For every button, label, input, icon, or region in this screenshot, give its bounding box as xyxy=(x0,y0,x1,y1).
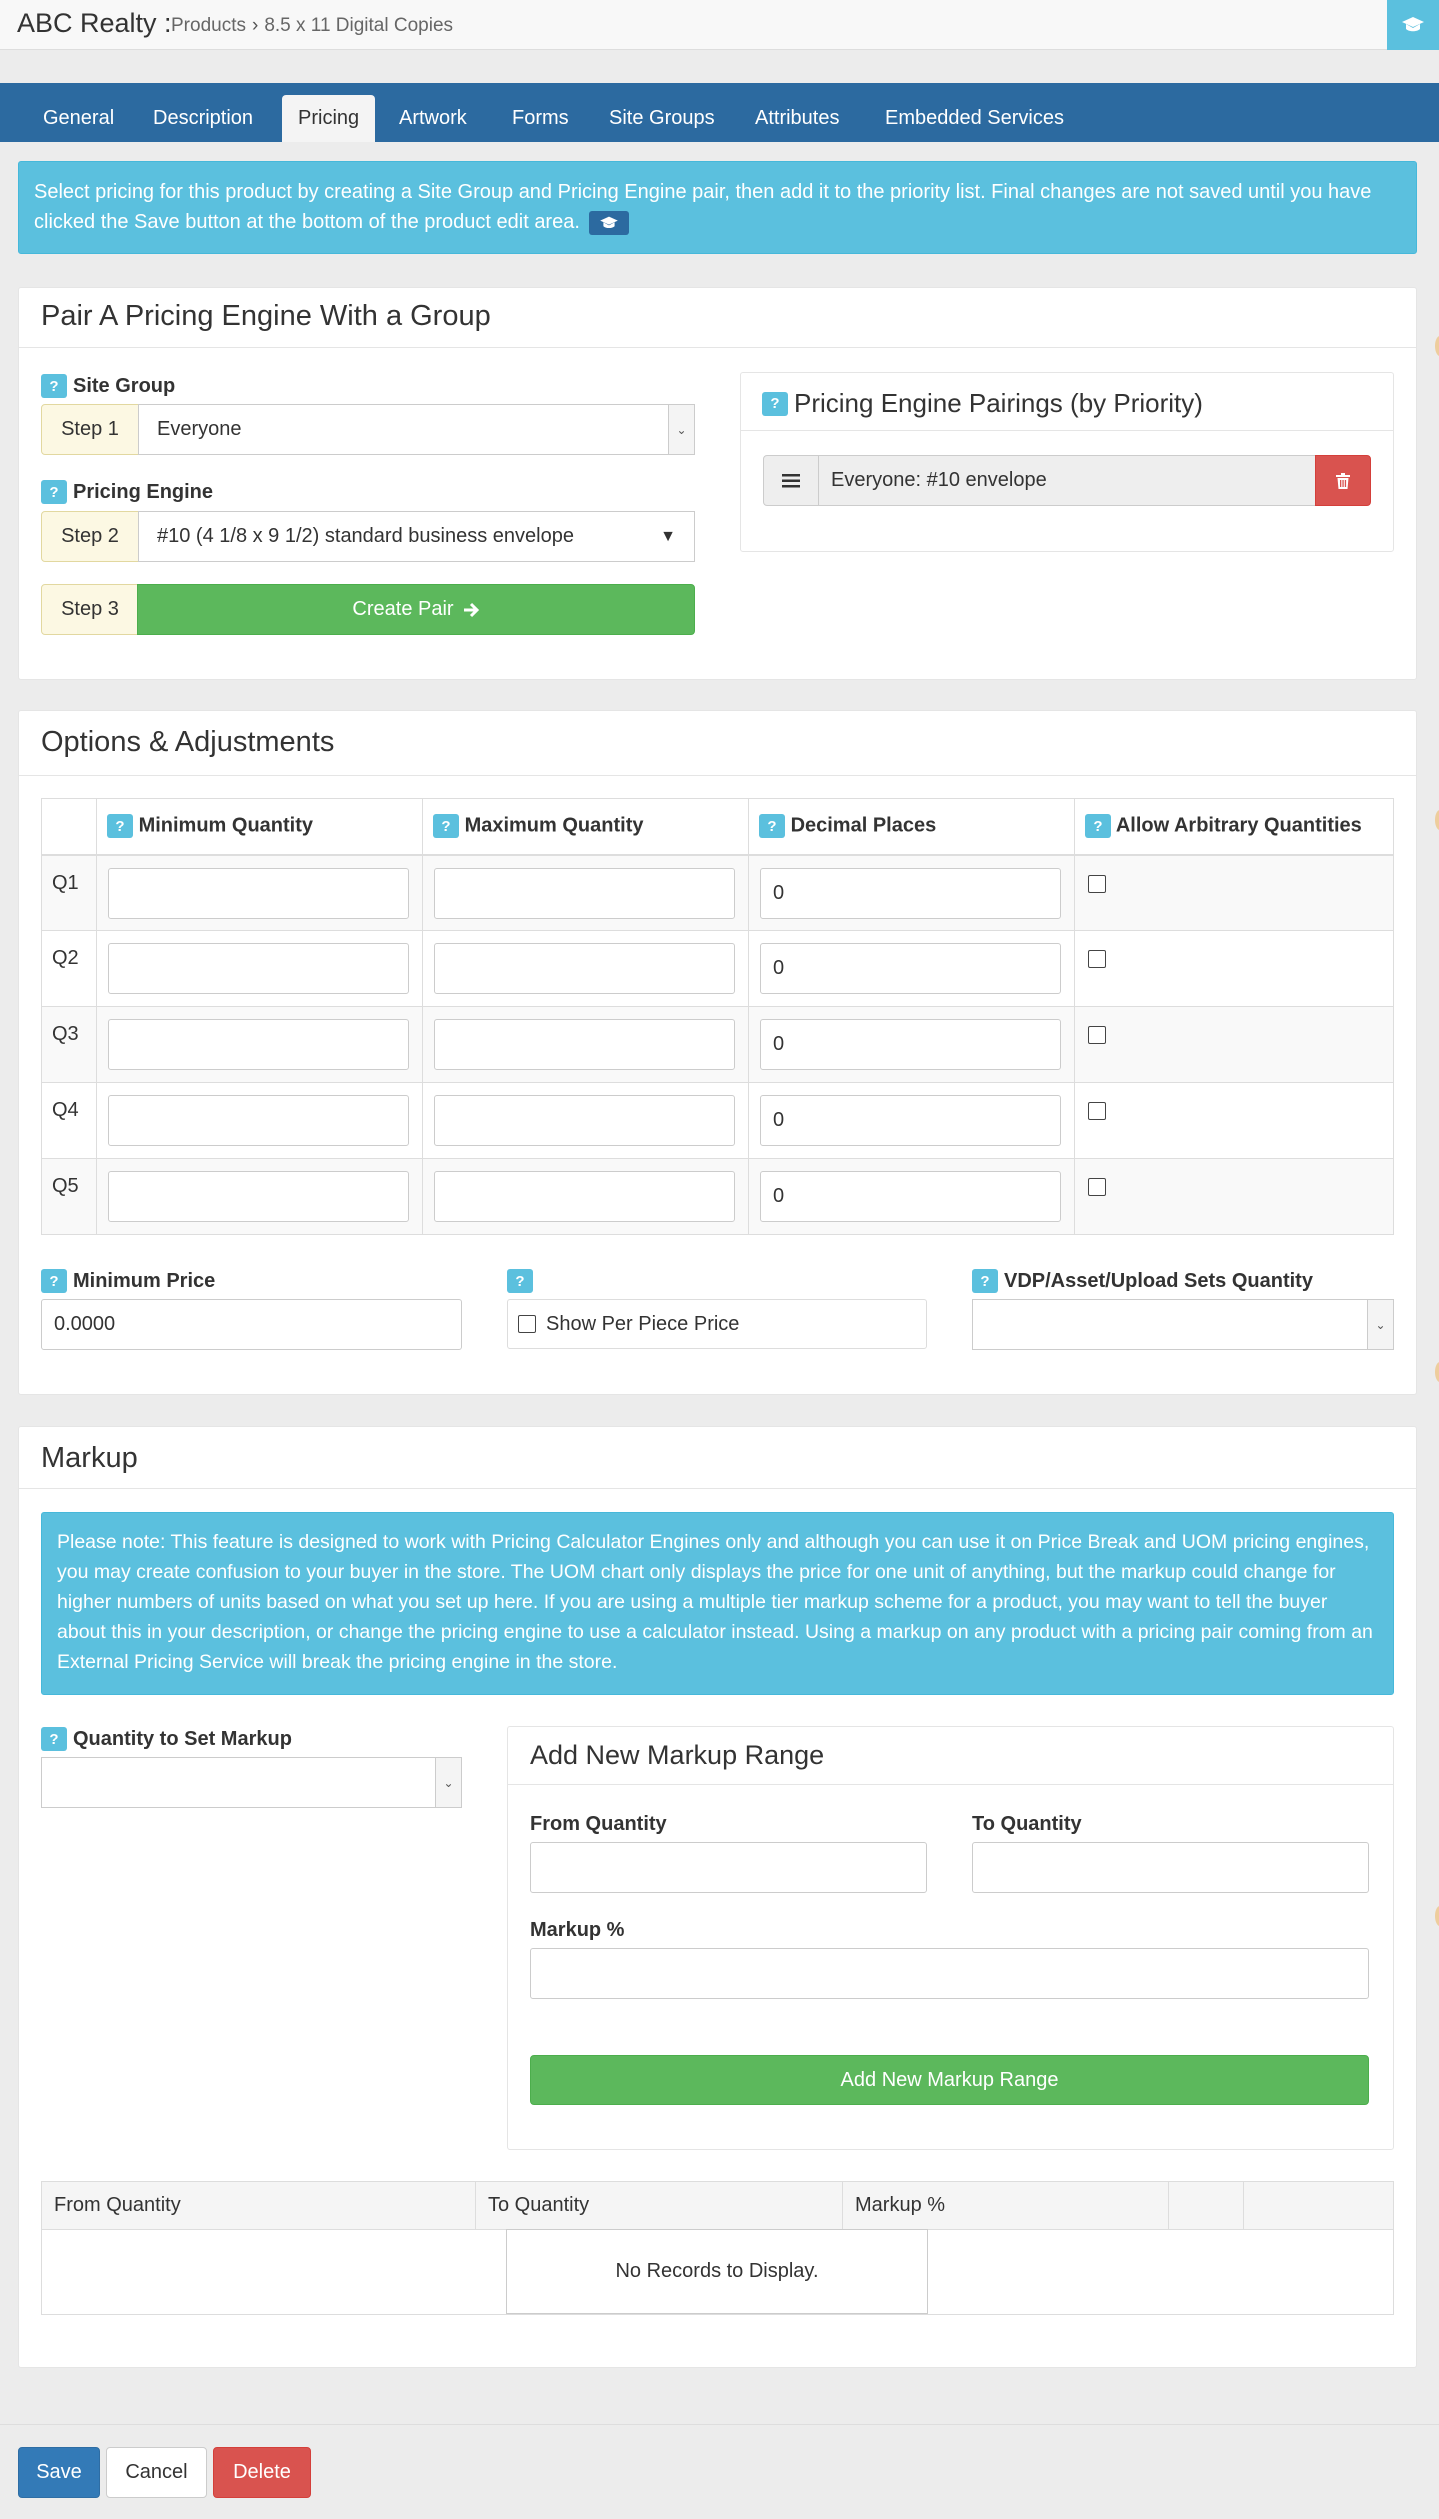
chevron-down-icon: ⌄ xyxy=(668,405,694,454)
max-quantity-input[interactable] xyxy=(434,1171,735,1222)
arbitrary-checkbox[interactable] xyxy=(1088,1026,1106,1044)
row-label: Q3 xyxy=(42,1007,97,1083)
min-quantity-input[interactable] xyxy=(108,1095,409,1146)
help-icon[interactable]: ? xyxy=(41,1269,67,1293)
breadcrumb-products[interactable]: Products xyxy=(171,15,246,36)
col-actions-2 xyxy=(1244,2182,1394,2230)
col-min-quantity: Minimum Quantity xyxy=(138,814,314,837)
pair-title: Pair A Pricing Engine With a Group xyxy=(41,300,491,332)
step-2-badge: Step 2 xyxy=(41,511,139,562)
table-row xyxy=(42,1007,1394,1083)
from-quantity-label: From Quantity xyxy=(530,1813,667,1835)
tab-description[interactable]: Description xyxy=(153,107,254,129)
help-icon[interactable]: ? xyxy=(759,814,785,838)
help-icon[interactable]: ? xyxy=(41,480,67,504)
decimal-places-input[interactable]: 0 xyxy=(760,1019,1061,1070)
col-from-quantity: From Quantity xyxy=(42,2182,476,2230)
markup-qty-select[interactable] xyxy=(41,1757,462,1808)
delete-pairing-button[interactable] xyxy=(1315,455,1371,506)
markup-note: Please note: This feature is designed to work with Pricing Calculator Engines only and although you can use it on Price Break and UOM pricing engines, you may create confusion to your buyer in the store. The UOM chart only displays the price for one unit of anything, but the markup could change for higher numbers of units based on what you set up here. If you are using a multiple tier markup scheme for a product, you may want to tell the buyer about this in your description, or change the pricing engine to use a calculator instead. Using a markup on any product with a pricing pair coming from an External Pricing Service will break the pricing engine in the store. xyxy=(41,1512,1394,1695)
min-quantity-input[interactable] xyxy=(108,1019,409,1070)
min-quantity-input[interactable] xyxy=(108,1171,409,1222)
decimal-places-input[interactable]: 0 xyxy=(760,943,1061,994)
max-quantity-input[interactable] xyxy=(434,943,735,994)
brand-title: ABC Realty : xyxy=(17,8,172,38)
edge-indicator xyxy=(1435,1906,1439,1926)
chevron-down-icon: ⌄ xyxy=(1367,1300,1393,1349)
create-pair-button[interactable]: Create Pair xyxy=(137,584,695,635)
markup-title: Markup xyxy=(41,1442,138,1474)
row-label: Q5 xyxy=(42,1159,97,1235)
arbitrary-checkbox[interactable] xyxy=(1088,950,1106,968)
tab-general[interactable]: General xyxy=(43,107,115,129)
help-icon[interactable]: ? xyxy=(41,1727,67,1751)
to-quantity-label: To Quantity xyxy=(972,1813,1082,1835)
col-max-quantity: Maximum Quantity xyxy=(464,814,644,837)
help-icon[interactable]: ? xyxy=(972,1269,998,1293)
markup-percent-label: Markup % xyxy=(530,1919,625,1941)
chevron-down-icon: ⌄ xyxy=(435,1758,461,1807)
pairing-item: Everyone: #10 envelope xyxy=(818,455,1316,506)
tab-artwork[interactable]: Artwork xyxy=(399,107,467,129)
per-piece-label: Show Per Piece Price xyxy=(546,1312,740,1335)
decimal-places-input[interactable]: 0 xyxy=(760,1171,1061,1222)
trash-icon xyxy=(1336,473,1350,489)
minimum-price-input[interactable]: 0.0000 xyxy=(41,1299,462,1350)
col-to-quantity: To Quantity xyxy=(476,2182,843,2230)
add-markup-title: Add New Markup Range xyxy=(530,1740,825,1770)
edge-indicator xyxy=(1435,1362,1439,1382)
to-quantity-input[interactable] xyxy=(972,1842,1369,1893)
markup-qty-label: ? Quantity to Set Markup xyxy=(41,1727,292,1751)
top-bar xyxy=(0,0,1439,50)
breadcrumb-separator: › xyxy=(251,15,259,36)
arrow-right-icon xyxy=(462,601,480,619)
intro-help-button[interactable] xyxy=(589,211,629,235)
tab-embedded-services[interactable]: Embedded Services xyxy=(885,107,1064,129)
table-row xyxy=(42,931,1394,1007)
help-icon[interactable]: ? xyxy=(433,814,459,838)
col-actions xyxy=(1169,2182,1244,2230)
max-quantity-input[interactable] xyxy=(434,1095,735,1146)
help-icon[interactable]: ? xyxy=(507,1269,533,1293)
help-icon[interactable]: ? xyxy=(762,392,788,416)
min-quantity-input[interactable] xyxy=(108,943,409,994)
help-button[interactable] xyxy=(1387,0,1439,50)
options-title: Options & Adjustments xyxy=(41,726,335,758)
arbitrary-checkbox[interactable] xyxy=(1088,875,1106,893)
max-quantity-input[interactable] xyxy=(434,1019,735,1070)
decimal-places-input[interactable]: 0 xyxy=(760,868,1061,919)
edge-indicator xyxy=(1435,336,1439,356)
markup-percent-input[interactable] xyxy=(530,1948,1369,1999)
help-icon[interactable]: ? xyxy=(1085,814,1111,838)
min-quantity-input[interactable] xyxy=(108,868,409,919)
step-1-badge: Step 1 xyxy=(41,404,139,455)
pairings-title: ? Pricing Engine Pairings (by Priority) xyxy=(762,388,1203,419)
breadcrumb xyxy=(171,15,453,37)
arbitrary-checkbox[interactable] xyxy=(1088,1102,1106,1120)
bars-icon xyxy=(782,474,800,488)
per-piece-checkbox[interactable] xyxy=(518,1315,536,1333)
vdp-quantity-select[interactable] xyxy=(972,1299,1394,1350)
pricing-engine-select[interactable]: #10 (4 1/8 x 9 1/2) standard business envelope ▼ xyxy=(138,511,695,562)
table-row xyxy=(42,1159,1394,1235)
pricing-intro-alert xyxy=(18,161,1417,254)
max-quantity-input[interactable] xyxy=(434,868,735,919)
minimum-price-label: ? Minimum Price xyxy=(41,1269,215,1293)
graduation-cap-icon xyxy=(599,215,619,231)
cancel-button[interactable]: Cancel xyxy=(106,2447,207,2498)
table-row xyxy=(42,1083,1394,1159)
breadcrumb-current: 8.5 x 11 Digital Copies xyxy=(264,15,454,36)
quantity-table xyxy=(41,798,1394,1235)
tab-pricing[interactable]: Pricing xyxy=(282,95,375,142)
decimal-places-input[interactable]: 0 xyxy=(760,1095,1061,1146)
site-group-select[interactable]: Everyone ⌄ xyxy=(138,404,695,455)
tab-attributes[interactable]: Attributes xyxy=(755,107,840,129)
col-markup-percent: Markup % xyxy=(843,2182,1169,2230)
tab-forms[interactable]: Forms xyxy=(512,107,569,129)
empty-records: No Records to Display. xyxy=(506,2229,928,2314)
drag-handle[interactable] xyxy=(763,455,819,506)
table-row xyxy=(42,855,1394,931)
vdp-label: ? VDP/Asset/Upload Sets Quantity xyxy=(972,1269,1313,1293)
site-group-label: ? Site Group xyxy=(41,374,175,398)
col-arbitrary: Allow Arbitrary Quantities xyxy=(1115,814,1362,837)
help-icon[interactable]: ? xyxy=(107,814,133,838)
help-icon[interactable]: ? xyxy=(41,374,67,398)
graduation-cap-icon xyxy=(1401,15,1425,35)
pricing-intro-text: Select pricing for this product by creating a Site Group and Pricing Engine pair, then add it to the priority list. Final changes are not saved until you have clicked the Save button at the bottom of the product edit area. xyxy=(34,181,1372,233)
tab-bar xyxy=(0,83,1439,142)
per-piece-help xyxy=(507,1269,533,1293)
pricing-engine-label: ? Pricing Engine xyxy=(41,480,213,504)
caret-down-icon: ▼ xyxy=(660,528,676,545)
col-decimal-places: Decimal Places xyxy=(790,814,937,837)
row-label: Q4 xyxy=(42,1083,97,1159)
arbitrary-checkbox[interactable] xyxy=(1088,1178,1106,1196)
edge-indicator xyxy=(1435,810,1439,830)
save-button[interactable]: Save xyxy=(18,2447,100,2498)
row-label: Q2 xyxy=(42,931,97,1007)
from-quantity-input[interactable] xyxy=(530,1842,927,1893)
per-piece-option[interactable] xyxy=(507,1299,927,1349)
step-3-badge: Step 3 xyxy=(41,584,139,635)
row-label: Q1 xyxy=(42,855,97,931)
add-markup-range-button[interactable]: Add New Markup Range xyxy=(530,2055,1369,2105)
delete-button[interactable]: Delete xyxy=(213,2447,311,2498)
tab-site-groups[interactable]: Site Groups xyxy=(609,107,715,129)
